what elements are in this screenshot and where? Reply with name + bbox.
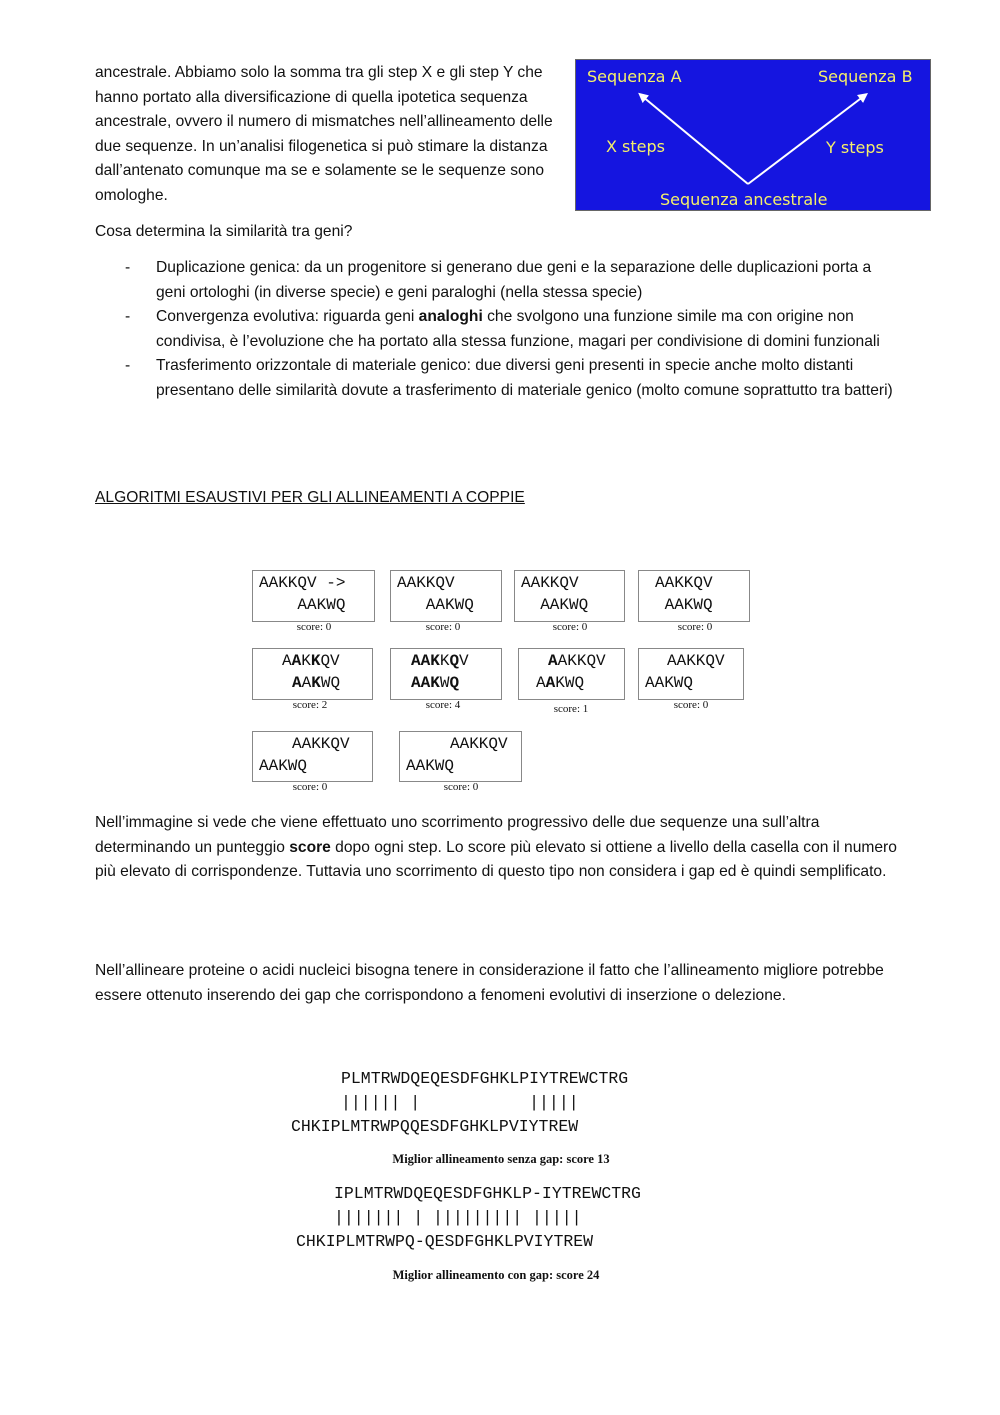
residue: K [439,652,450,670]
alignment-box [252,570,375,622]
box-bottom-sequence: AAKWQ [259,757,308,775]
nogap-caption: Miglior allineamento senza gap: score 13 [392,1152,610,1166]
residue: Q [574,674,585,692]
residue: V [459,652,469,670]
residue: A [545,674,556,692]
box-bottom-sequence: AAKWQ [655,596,713,614]
box-top-sequence: AAKKQV [667,652,725,670]
box-score: score: 0 [443,781,479,793]
residue: W [439,674,450,692]
box-bottom-sequence [519,672,624,694]
bold-term-score: score [289,838,331,856]
residue: K [301,652,311,670]
nogap-top-sequence: PLMTRWDQEQESDFGHKLPIYTREWCTRG [341,1069,629,1088]
alignment-box [518,648,625,700]
box-score: score: 4 [425,699,461,711]
box-top-sequence: AAKKQV [655,574,713,592]
sequence-a-label: Sequenza A [587,67,682,86]
residue: K [430,674,440,692]
residue: A [282,652,292,670]
alignment-box [252,731,373,782]
box-top-sequence: AAKKQV [292,735,350,753]
alignment-box [638,570,750,622]
residue: V [596,652,606,670]
similarity-causes-list [95,256,905,403]
bullet-dash: - [125,357,131,374]
box-bottom-sequence: AAKWQ [645,674,694,692]
box-bottom-sequence [253,672,372,694]
box-top-sequence: AAKKQV [397,574,455,592]
gap-match-line: ||||||| | ||||||||| ||||| [334,1208,582,1227]
bullet-dash: - [125,259,131,276]
bullet-text: Convergenza evolutiva: riguarda geni [156,308,419,325]
box-score: score: 0 [673,699,709,711]
residue: A [301,674,312,692]
residue: W [320,674,331,692]
bullet-text-continued: che svolgono una funzione simile ma con origine non condivisa, è l’evoluzione che ha portato alla stessa funzione, magari per condivisione di domini funzionali [156,308,880,350]
box-top-sequence [519,650,624,672]
box-score: score: 0 [425,621,461,633]
list-item [95,354,905,403]
gap-explanation-paragraph: Nell’allineare proteine o acidi nucleici bisogna tenere in considerazione il fatto che l’allineamento migliore potrebbe essere ottenuto inserendo dei gap che corrispondono a fenomeni evolutivi di inserzione o delezione. [95,962,884,1004]
box-top-sequence: AAKKQV [450,735,508,753]
section-heading: ALGORITMI ESAUSTIVI PER GLI ALLINEAMENTI A COPPIE [95,489,525,506]
residue: A [292,674,302,692]
box-bottom-sequence: AAKWQ [397,596,474,614]
sequence-b-label: Sequenza B [818,67,913,86]
residue: A [291,652,302,670]
bullet-bold-term: analoghi [418,308,483,325]
residue: V [330,652,340,670]
bullet-text: Duplicazione genica: da un progenitore si generano due geni e la separazione delle duplicazioni porta a geni ortologhi (in diverse specie) e geni paraloghi (nella stessa specie) [156,259,872,301]
box-score: score: 0 [296,621,332,633]
x-steps-label: X steps [606,137,665,156]
residue: Q [320,652,331,670]
bullet-dash: - [125,308,131,325]
residue: K [311,674,321,692]
similarity-question: Cosa determina la similarità tra geni? [95,223,353,240]
gap-bottom-sequence: CHKIPLMTRWPQ-QESDFGHKLPVIYTREW [296,1232,594,1251]
box-top-sequence: AAKKQV -> [259,574,346,592]
alignment-box [514,570,625,622]
list-item [95,305,905,354]
box-bottom-sequence [411,672,501,694]
nogap-match-line: |||||| | ||||| [341,1093,579,1112]
residue: K [567,652,577,670]
box-score: score: 0 [677,621,713,633]
alignment-box [390,570,502,622]
box-score: score: 0 [552,621,588,633]
box-score: score: 1 [553,703,589,715]
box-bottom-sequence: AAKWQ [406,757,455,775]
residue: K [576,652,587,670]
residue: A [557,652,568,670]
gap-top-sequence: IPLMTRWDQEQESDFGHKLP-IYTREWCTRG [334,1184,641,1203]
box-bottom-sequence: AAKWQ [521,596,589,614]
box-score: score: 2 [292,699,328,711]
residue: K [430,652,440,670]
gap-caption: Miglior allineamento con gap: score 24 [392,1268,600,1282]
residue: A [536,674,546,692]
alignment-box [252,648,373,700]
nogap-bottom-sequence: CHKIPLMTRWPQQESDFGHKLPVIYTREW [291,1117,579,1136]
paragraph-text-continued: dopo ogni step. Lo score più elevato si ottiene a livello della casella con il numero più elevato di corrispondenze. Tuttavia uno scorrimento di questo tipo non considera i gap ed è quindi semplificato. [95,838,897,880]
residue: Q [586,652,597,670]
bullet-text: Trasferimento orizzontale di materiale genico: due diversi geni presenti in specie anche molto distanti presentano delle similarità dovute a trasferimento di materiale genico (molto comune soprattutto tra batteri) [156,357,893,399]
residue: A [548,652,558,670]
alignment-box [638,648,744,700]
residue: A [411,674,421,692]
y-steps-label: Y steps [826,138,884,157]
alignment-box [399,731,522,782]
residue: A [420,652,431,670]
residue: A [411,652,421,670]
ancestral-sequence-label: Sequenza ancestrale [660,190,828,209]
residue: W [564,674,575,692]
box-score: score: 0 [292,781,328,793]
residue: Q [449,674,460,692]
sliding-explanation-paragraph [95,811,915,885]
residue: K [310,652,321,670]
residue: Q [330,674,341,692]
residue: A [420,674,431,692]
box-top-sequence [253,650,372,672]
intro-paragraph: ancestrale. Abbiamo solo la somma tra gli step X e gli step Y che hanno portato alla diversificazione di quella ipotetica sequenza ancestrale, ovvero il numero di mismatches nell’allineamento delle due sequenze. In un’analisi filogenetica si può stimare la distanza dall’antenato comunque ma se e solamente se le sequenze sono omologhe. [95,64,553,204]
residue: K [555,674,565,692]
box-top-sequence [411,650,501,672]
paragraph-text: Nell’immagine si vede che viene effettuato uno scorrimento progressivo delle due sequenze una sull’altra determinando un punteggio [95,814,820,856]
ancestral-sequence-diagram [575,59,931,211]
list-item [95,256,905,305]
box-bottom-sequence: AAKWQ [259,596,346,614]
residue: Q [449,652,460,670]
alignment-box [390,648,502,700]
box-top-sequence: AAKKQV [521,574,579,592]
